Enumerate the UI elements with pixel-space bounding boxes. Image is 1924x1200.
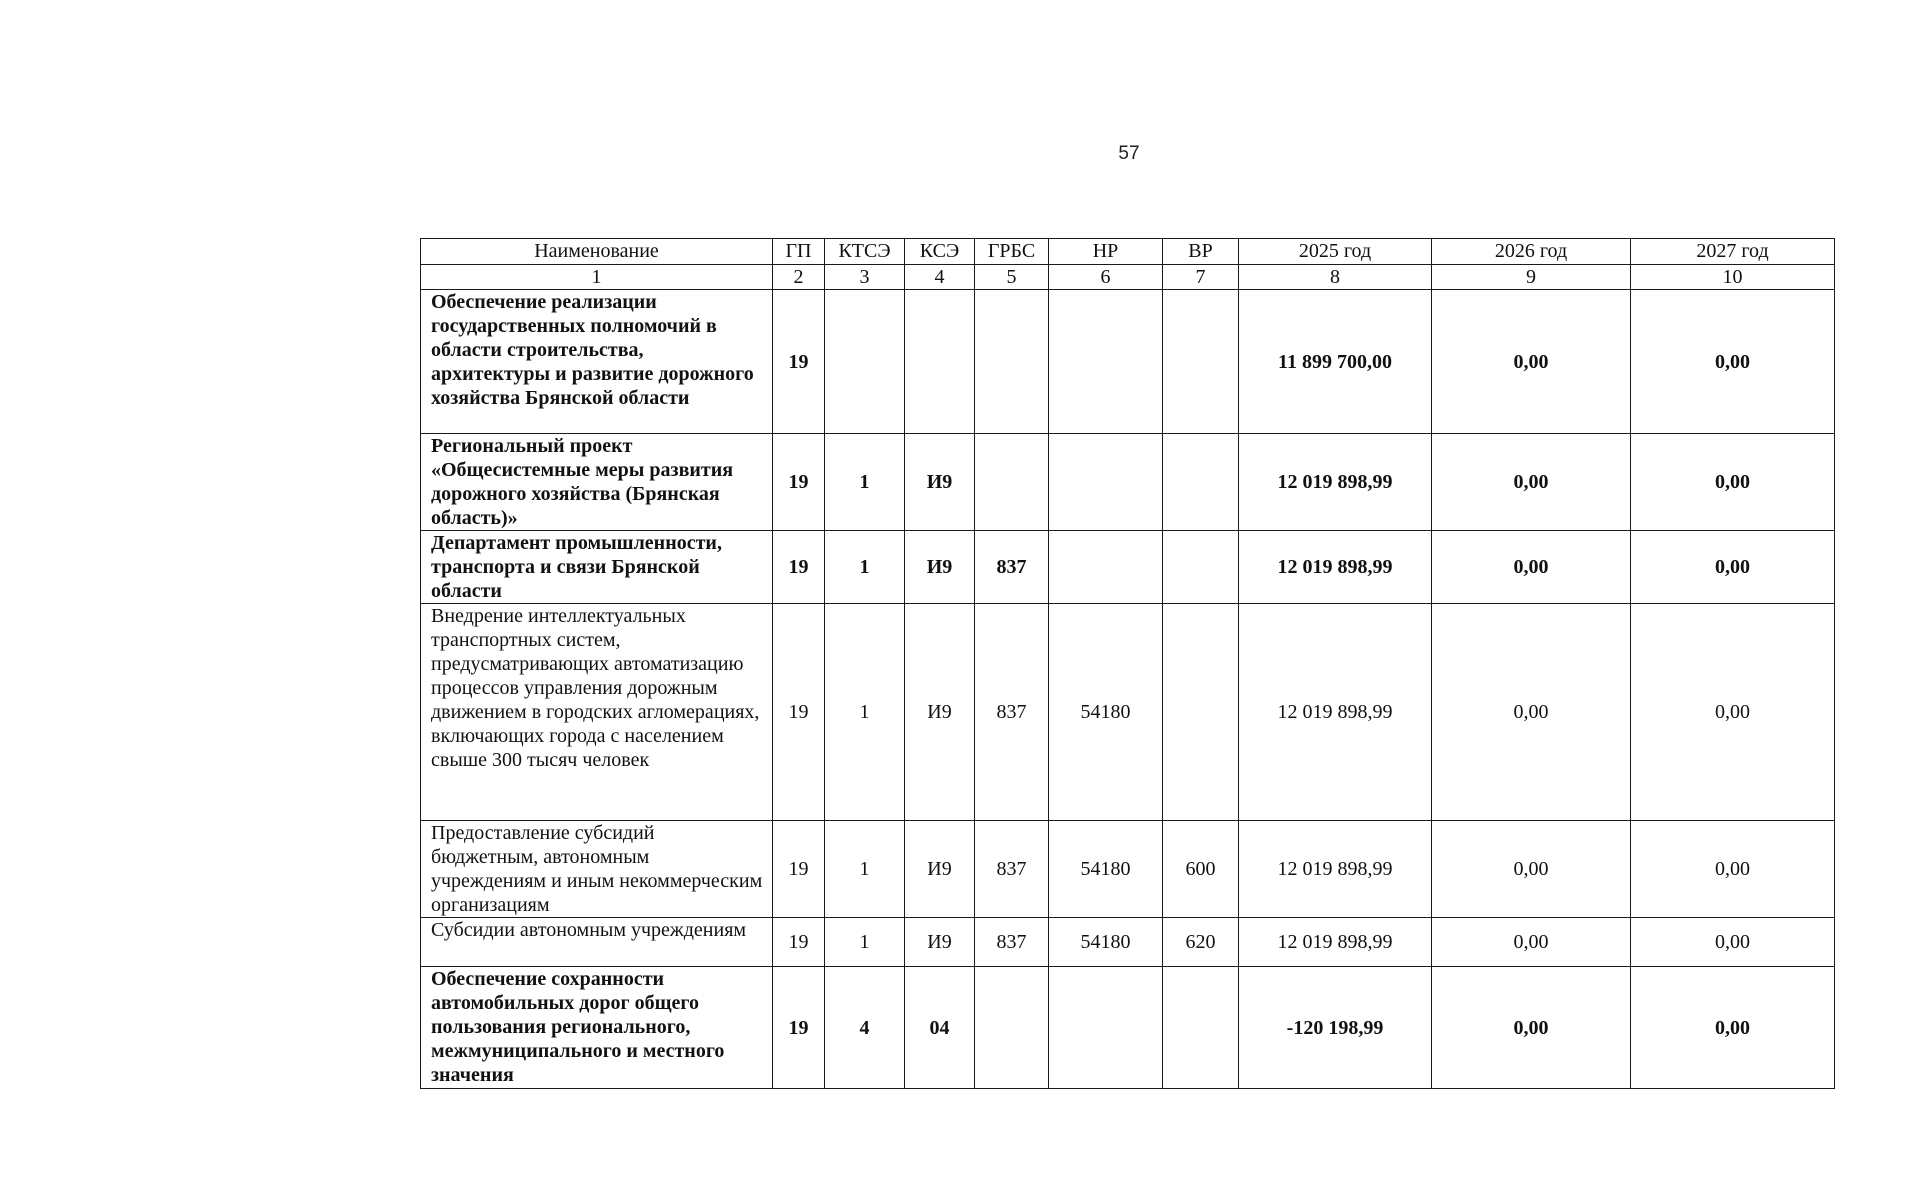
header-cell: ГП xyxy=(773,239,825,265)
cell-ktse: 4 xyxy=(825,967,905,1089)
cell-gp: 19 xyxy=(773,821,825,918)
cell-vr xyxy=(1163,967,1239,1089)
cell-nr: 54180 xyxy=(1049,604,1163,821)
header-cell: Наименование xyxy=(421,239,773,265)
cell-2025: 12 019 898,99 xyxy=(1239,434,1432,531)
column-number: 5 xyxy=(975,265,1049,290)
cell-grbs: 837 xyxy=(975,918,1049,967)
column-number: 1 xyxy=(421,265,773,290)
column-number: 4 xyxy=(905,265,975,290)
table-row xyxy=(421,434,1835,531)
cell-2026: 0,00 xyxy=(1432,531,1631,604)
cell-2025: 12 019 898,99 xyxy=(1239,531,1432,604)
header-cell: КСЭ xyxy=(905,239,975,265)
table-row xyxy=(421,290,1835,434)
cell-gp: 19 xyxy=(773,918,825,967)
cell-2027: 0,00 xyxy=(1631,918,1835,967)
cell-2027: 0,00 xyxy=(1631,967,1835,1089)
row-name: Департамент промышленности, транспорта и связи Брянской области xyxy=(421,531,773,604)
budget-table xyxy=(420,238,1835,1089)
header-cell: НР xyxy=(1049,239,1163,265)
cell-gp: 19 xyxy=(773,604,825,821)
row-name: Региональный проект «Общесистемные меры развития дорожного хозяйства (Брянская область)» xyxy=(421,434,773,531)
row-name: Внедрение интеллектуальных транспортных систем, предусматривающих автоматизацию процессов управления дорожным движением в городских агломерациях, включающих города с населением свыше 300 тысяч человек xyxy=(421,604,773,821)
column-number: 6 xyxy=(1049,265,1163,290)
cell-gp: 19 xyxy=(773,434,825,531)
cell-kse: 04 xyxy=(905,967,975,1089)
cell-2027: 0,00 xyxy=(1631,290,1835,434)
cell-2027: 0,00 xyxy=(1631,434,1835,531)
cell-kse xyxy=(905,290,975,434)
cell-nr xyxy=(1049,434,1163,531)
header-cell: КТСЭ xyxy=(825,239,905,265)
cell-ktse xyxy=(825,290,905,434)
cell-gp: 19 xyxy=(773,967,825,1089)
cell-nr xyxy=(1049,531,1163,604)
budget-sheet xyxy=(420,238,1835,1089)
header-cell: 2026 год xyxy=(1432,239,1631,265)
cell-2027: 0,00 xyxy=(1631,531,1835,604)
row-name: Предоставление субсидий бюджетным, автономным учреждениям и иным некоммерческим организациям xyxy=(421,821,773,918)
cell-nr xyxy=(1049,967,1163,1089)
header-cell: 2025 год xyxy=(1239,239,1432,265)
cell-2026: 0,00 xyxy=(1432,290,1631,434)
cell-2025: 12 019 898,99 xyxy=(1239,604,1432,821)
cell-ktse: 1 xyxy=(825,434,905,531)
cell-vr xyxy=(1163,434,1239,531)
cell-2025: 11 899 700,00 xyxy=(1239,290,1432,434)
cell-ktse: 1 xyxy=(825,531,905,604)
column-number: 2 xyxy=(773,265,825,290)
cell-kse: И9 xyxy=(905,434,975,531)
cell-2025: -120 198,99 xyxy=(1239,967,1432,1089)
table-row xyxy=(421,604,1835,821)
column-number: 10 xyxy=(1631,265,1835,290)
cell-kse: И9 xyxy=(905,604,975,821)
cell-kse: И9 xyxy=(905,821,975,918)
header-cell: ГРБС xyxy=(975,239,1049,265)
column-number: 7 xyxy=(1163,265,1239,290)
cell-2026: 0,00 xyxy=(1432,821,1631,918)
table-row xyxy=(421,967,1835,1089)
cell-2025: 12 019 898,99 xyxy=(1239,918,1432,967)
cell-nr xyxy=(1049,290,1163,434)
cell-grbs: 837 xyxy=(975,531,1049,604)
cell-vr xyxy=(1163,531,1239,604)
cell-2026: 0,00 xyxy=(1432,967,1631,1089)
cell-2025: 12 019 898,99 xyxy=(1239,821,1432,918)
column-number-row xyxy=(421,265,1835,290)
cell-grbs xyxy=(975,434,1049,531)
cell-ktse: 1 xyxy=(825,604,905,821)
row-name: Обеспечение реализации государственных полномочий в области строительства, архитектуры и развитие дорожного хозяйства Брянской области xyxy=(421,290,773,434)
cell-grbs: 837 xyxy=(975,821,1049,918)
row-name: Субсидии автономным учреждениям xyxy=(421,918,773,967)
cell-grbs xyxy=(975,967,1049,1089)
column-number: 8 xyxy=(1239,265,1432,290)
cell-ktse: 1 xyxy=(825,918,905,967)
table-row xyxy=(421,531,1835,604)
cell-kse: И9 xyxy=(905,531,975,604)
cell-gp: 19 xyxy=(773,531,825,604)
header-cell: 2027 год xyxy=(1631,239,1835,265)
cell-nr: 54180 xyxy=(1049,821,1163,918)
cell-gp: 19 xyxy=(773,290,825,434)
table-row xyxy=(421,918,1835,967)
cell-2027: 0,00 xyxy=(1631,821,1835,918)
cell-2026: 0,00 xyxy=(1432,434,1631,531)
cell-grbs: 837 xyxy=(975,604,1049,821)
page-number: 57 xyxy=(1118,143,1140,164)
cell-vr: 600 xyxy=(1163,821,1239,918)
cell-kse: И9 xyxy=(905,918,975,967)
cell-vr xyxy=(1163,290,1239,434)
column-number: 3 xyxy=(825,265,905,290)
table-row xyxy=(421,821,1835,918)
row-name: Обеспечение сохранности автомобильных дорог общего пользования регионального, межмуниципального и местного значения xyxy=(421,967,773,1089)
cell-2026: 0,00 xyxy=(1432,604,1631,821)
cell-nr: 54180 xyxy=(1049,918,1163,967)
cell-2026: 0,00 xyxy=(1432,918,1631,967)
column-number: 9 xyxy=(1432,265,1631,290)
header-cell: ВР xyxy=(1163,239,1239,265)
cell-grbs xyxy=(975,290,1049,434)
cell-vr: 620 xyxy=(1163,918,1239,967)
cell-ktse: 1 xyxy=(825,821,905,918)
cell-vr xyxy=(1163,604,1239,821)
cell-2027: 0,00 xyxy=(1631,604,1835,821)
header-row xyxy=(421,239,1835,265)
